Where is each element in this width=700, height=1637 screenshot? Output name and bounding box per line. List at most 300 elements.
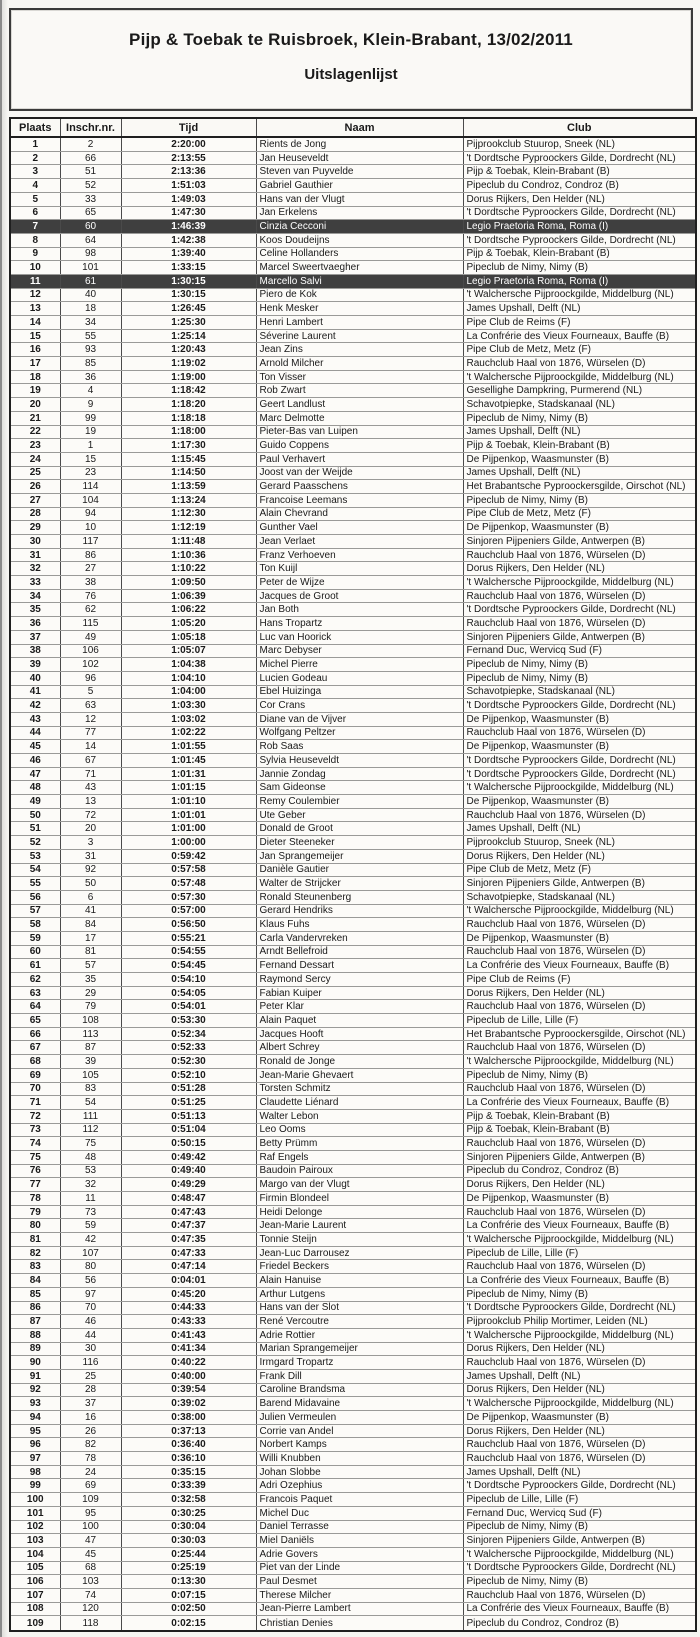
place-cell: 35 bbox=[10, 603, 60, 617]
table-row[interactable] bbox=[10, 863, 696, 877]
entry-number-cell: 54 bbox=[60, 1096, 121, 1110]
table-row[interactable] bbox=[10, 1109, 696, 1123]
name-cell: Remy Coulembier bbox=[256, 795, 463, 809]
name-cell: Arndt Bellefroid bbox=[256, 945, 463, 959]
name-cell: Cinzia Cecconi bbox=[256, 220, 463, 234]
name-cell: Tonnie Steijn bbox=[256, 1233, 463, 1247]
time-cell: 1:04:00 bbox=[121, 685, 256, 699]
table-row[interactable] bbox=[10, 357, 696, 371]
entry-number-cell: 49 bbox=[60, 630, 121, 644]
club-cell: Pijp & Toebak, Klein-Brabant (B) bbox=[463, 247, 696, 261]
table-row[interactable] bbox=[10, 1575, 696, 1589]
entry-number-cell: 120 bbox=[60, 1602, 121, 1616]
time-cell: 1:03:30 bbox=[121, 699, 256, 713]
table-row[interactable] bbox=[10, 233, 696, 247]
club-cell: 't Dordtsche Pyproockers Gilde, Dordrecht (NL) bbox=[463, 754, 696, 768]
table-row[interactable] bbox=[10, 466, 696, 480]
club-cell: De Pijpenkop, Waasmunster (B) bbox=[463, 452, 696, 466]
place-cell: 9 bbox=[10, 247, 60, 261]
table-row[interactable] bbox=[10, 1233, 696, 1247]
table-row[interactable] bbox=[10, 411, 696, 425]
club-cell: De Pijpenkop, Waasmunster (B) bbox=[463, 1192, 696, 1206]
entry-number-cell: 69 bbox=[60, 1479, 121, 1493]
entry-number-cell: 71 bbox=[60, 767, 121, 781]
entry-number-cell: 101 bbox=[60, 261, 121, 275]
table-row[interactable] bbox=[10, 644, 696, 658]
table-row[interactable] bbox=[10, 1479, 696, 1493]
table-row[interactable] bbox=[10, 1520, 696, 1534]
club-cell: Sinjoren Pijpeniers Gilde, Antwerpen (B) bbox=[463, 1150, 696, 1164]
table-row[interactable] bbox=[10, 589, 696, 603]
table-row[interactable] bbox=[10, 1561, 696, 1575]
table-row[interactable] bbox=[10, 630, 696, 644]
table-row[interactable] bbox=[10, 1588, 696, 1602]
time-cell: 0:57:00 bbox=[121, 904, 256, 918]
place-cell: 47 bbox=[10, 767, 60, 781]
table-row[interactable] bbox=[10, 288, 696, 302]
entry-number-cell: 23 bbox=[60, 466, 121, 480]
entry-number-cell: 25 bbox=[60, 1369, 121, 1383]
club-cell: Pipe Club de Reims (F) bbox=[463, 316, 696, 330]
time-cell: 0:13:30 bbox=[121, 1575, 256, 1589]
time-cell: 1:20:43 bbox=[121, 343, 256, 357]
time-cell: 0:57:58 bbox=[121, 863, 256, 877]
table-row[interactable] bbox=[10, 1616, 696, 1631]
club-cell: La Confrérie des Vieux Fourneaux, Bauffe (B) bbox=[463, 1274, 696, 1288]
table-row[interactable] bbox=[10, 685, 696, 699]
time-cell: 0:36:40 bbox=[121, 1438, 256, 1452]
name-cell: Séverine Laurent bbox=[256, 329, 463, 343]
club-cell: De Pijpenkop, Waasmunster (B) bbox=[463, 712, 696, 726]
table-row[interactable] bbox=[10, 1534, 696, 1548]
place-cell: 61 bbox=[10, 959, 60, 973]
table-row[interactable] bbox=[10, 452, 696, 466]
club-cell: 't Walchersche Pijproockgilde, Middelburg (NL) bbox=[463, 576, 696, 590]
name-cell: Piet van der Linde bbox=[256, 1561, 463, 1575]
time-cell: 1:25:30 bbox=[121, 316, 256, 330]
time-cell: 1:01:01 bbox=[121, 808, 256, 822]
time-cell: 1:19:02 bbox=[121, 357, 256, 371]
table-row[interactable] bbox=[10, 493, 696, 507]
table-row[interactable] bbox=[10, 617, 696, 631]
club-cell: Legio Praetoria Roma, Roma (I) bbox=[463, 274, 696, 288]
name-cell: Jannie Zondag bbox=[256, 767, 463, 781]
time-cell: 1:05:20 bbox=[121, 617, 256, 631]
club-cell: Schavotpiepke, Stadskanaal (NL) bbox=[463, 398, 696, 412]
entry-number-cell: 79 bbox=[60, 1000, 121, 1014]
place-cell: 22 bbox=[10, 425, 60, 439]
club-cell: Pijprookclub Philip Mortimer, Leiden (NL) bbox=[463, 1315, 696, 1329]
table-row[interactable] bbox=[10, 1219, 696, 1233]
table-row[interactable] bbox=[10, 261, 696, 275]
club-cell: De Pijpenkop, Waasmunster (B) bbox=[463, 740, 696, 754]
table-row[interactable] bbox=[10, 247, 696, 261]
entry-number-cell: 52 bbox=[60, 179, 121, 193]
table-row[interactable] bbox=[10, 370, 696, 384]
club-cell: Pipeclub de Lille, Lille (F) bbox=[463, 1493, 696, 1507]
table-row[interactable] bbox=[10, 1096, 696, 1110]
time-cell: 1:05:18 bbox=[121, 630, 256, 644]
table-row[interactable] bbox=[10, 781, 696, 795]
name-cell: Norbert Kamps bbox=[256, 1438, 463, 1452]
table-row[interactable] bbox=[10, 1438, 696, 1452]
time-cell: 0:41:43 bbox=[121, 1328, 256, 1342]
table-row[interactable] bbox=[10, 548, 696, 562]
place-cell: 94 bbox=[10, 1411, 60, 1425]
place-cell: 41 bbox=[10, 685, 60, 699]
table-row[interactable] bbox=[10, 137, 696, 151]
table-row[interactable] bbox=[10, 1274, 696, 1288]
club-cell: 't Dordtsche Pyproockers Gilde, Dordrecht (NL) bbox=[463, 233, 696, 247]
table-row[interactable] bbox=[10, 658, 696, 672]
name-cell: Jean-Luc Darrousez bbox=[256, 1246, 463, 1260]
name-cell: Gerard Paasschens bbox=[256, 480, 463, 494]
table-row[interactable] bbox=[10, 1205, 696, 1219]
club-cell: De Pijpenkop, Waasmunster (B) bbox=[463, 931, 696, 945]
name-cell: Michel Duc bbox=[256, 1506, 463, 1520]
club-cell: Pipeclub du Condroz, Condroz (B) bbox=[463, 1164, 696, 1178]
table-row[interactable] bbox=[10, 576, 696, 590]
table-row[interactable] bbox=[10, 959, 696, 973]
club-cell: James Upshall, Delft (NL) bbox=[463, 466, 696, 480]
table-row[interactable] bbox=[10, 945, 696, 959]
table-row[interactable] bbox=[10, 507, 696, 521]
table-row[interactable] bbox=[10, 425, 696, 439]
entry-number-cell: 77 bbox=[60, 726, 121, 740]
place-cell: 48 bbox=[10, 781, 60, 795]
name-cell: Paul Desmet bbox=[256, 1575, 463, 1589]
club-cell: 't Dordtsche Pyproockers Gilde, Dordrecht (NL) bbox=[463, 699, 696, 713]
table-row[interactable] bbox=[10, 1000, 696, 1014]
table-row[interactable] bbox=[10, 179, 696, 193]
name-cell: Corrie van Andel bbox=[256, 1424, 463, 1438]
entry-number-cell: 4 bbox=[60, 384, 121, 398]
table-row[interactable] bbox=[10, 836, 696, 850]
table-row[interactable] bbox=[10, 1383, 696, 1397]
table-row[interactable] bbox=[10, 220, 696, 234]
table-row[interactable] bbox=[10, 1287, 696, 1301]
name-cell: Sam Gideonse bbox=[256, 781, 463, 795]
table-row[interactable] bbox=[10, 1260, 696, 1274]
table-row[interactable] bbox=[10, 1150, 696, 1164]
entry-number-cell: 97 bbox=[60, 1287, 121, 1301]
club-cell: Pijp & Toebak, Klein-Brabant (B) bbox=[463, 439, 696, 453]
name-cell: Irmgard Tropartz bbox=[256, 1356, 463, 1370]
place-cell: 27 bbox=[10, 493, 60, 507]
table-row[interactable] bbox=[10, 726, 696, 740]
name-cell: Piero de Kok bbox=[256, 288, 463, 302]
club-cell: Rauchclub Haal von 1876, Würselen (D) bbox=[463, 1205, 696, 1219]
time-cell: 0:38:00 bbox=[121, 1411, 256, 1425]
entry-number-cell: 74 bbox=[60, 1588, 121, 1602]
name-cell: Caroline Brandsma bbox=[256, 1383, 463, 1397]
place-cell: 1 bbox=[10, 137, 60, 151]
club-cell: 't Dordtsche Pyproockers Gilde, Dordrecht (NL) bbox=[463, 151, 696, 165]
name-cell: Jan Both bbox=[256, 603, 463, 617]
table-row[interactable] bbox=[10, 1178, 696, 1192]
entry-number-cell: 72 bbox=[60, 808, 121, 822]
table-row[interactable] bbox=[10, 562, 696, 576]
time-cell: 1:11:48 bbox=[121, 535, 256, 549]
place-cell: 63 bbox=[10, 986, 60, 1000]
table-row[interactable] bbox=[10, 1493, 696, 1507]
table-row[interactable] bbox=[10, 1315, 696, 1329]
entry-number-cell: 18 bbox=[60, 302, 121, 316]
table-row[interactable] bbox=[10, 439, 696, 453]
table-row[interactable] bbox=[10, 1369, 696, 1383]
time-cell: 1:12:19 bbox=[121, 521, 256, 535]
table-row[interactable] bbox=[10, 603, 696, 617]
place-cell: 72 bbox=[10, 1109, 60, 1123]
table-row[interactable] bbox=[10, 986, 696, 1000]
table-row[interactable] bbox=[10, 877, 696, 891]
name-cell: Jean Zins bbox=[256, 343, 463, 357]
name-cell: Guido Coppens bbox=[256, 439, 463, 453]
table-row[interactable] bbox=[10, 1301, 696, 1315]
entry-number-cell: 33 bbox=[60, 192, 121, 206]
name-cell: Marc Delmotte bbox=[256, 411, 463, 425]
name-cell: Betty Prümm bbox=[256, 1137, 463, 1151]
club-cell: La Confrérie des Vieux Fourneaux, Bauffe (B) bbox=[463, 959, 696, 973]
name-cell: Joost van der Weijde bbox=[256, 466, 463, 480]
entry-number-cell: 65 bbox=[60, 206, 121, 220]
place-cell: 33 bbox=[10, 576, 60, 590]
place-cell: 103 bbox=[10, 1534, 60, 1548]
table-row[interactable] bbox=[10, 384, 696, 398]
entry-number-cell: 56 bbox=[60, 1274, 121, 1288]
header-place: Plaats bbox=[10, 118, 60, 137]
name-cell: Ute Geber bbox=[256, 808, 463, 822]
table-row[interactable] bbox=[10, 206, 696, 220]
table-row[interactable] bbox=[10, 151, 696, 165]
table-row[interactable] bbox=[10, 918, 696, 932]
table-row[interactable] bbox=[10, 316, 696, 330]
entry-number-cell: 47 bbox=[60, 1534, 121, 1548]
entry-number-cell: 1 bbox=[60, 439, 121, 453]
club-cell: 't Dordtsche Pyproockers Gilde, Dordrecht (NL) bbox=[463, 1479, 696, 1493]
place-cell: 108 bbox=[10, 1602, 60, 1616]
club-cell: 't Walchersche Pijproockgilde, Middelburg (NL) bbox=[463, 1328, 696, 1342]
time-cell: 0:48:47 bbox=[121, 1192, 256, 1206]
time-cell: 1:46:39 bbox=[121, 220, 256, 234]
entry-number-cell: 87 bbox=[60, 1041, 121, 1055]
table-row[interactable] bbox=[10, 849, 696, 863]
entry-number-cell: 76 bbox=[60, 589, 121, 603]
name-cell: Frank Dill bbox=[256, 1369, 463, 1383]
table-row[interactable] bbox=[10, 398, 696, 412]
place-cell: 82 bbox=[10, 1246, 60, 1260]
time-cell: 0:47:37 bbox=[121, 1219, 256, 1233]
club-cell: Legio Praetoria Roma, Roma (I) bbox=[463, 220, 696, 234]
name-cell: Alain Chevrand bbox=[256, 507, 463, 521]
place-cell: 51 bbox=[10, 822, 60, 836]
place-cell: 93 bbox=[10, 1397, 60, 1411]
table-row[interactable] bbox=[10, 699, 696, 713]
entry-number-cell: 2 bbox=[60, 137, 121, 151]
place-cell: 25 bbox=[10, 466, 60, 480]
time-cell: 1:01:10 bbox=[121, 795, 256, 809]
place-cell: 74 bbox=[10, 1137, 60, 1151]
table-row[interactable] bbox=[10, 890, 696, 904]
table-row[interactable] bbox=[10, 740, 696, 754]
place-cell: 39 bbox=[10, 658, 60, 672]
place-cell: 66 bbox=[10, 1027, 60, 1041]
time-cell: 0:47:14 bbox=[121, 1260, 256, 1274]
time-cell: 0:40:00 bbox=[121, 1369, 256, 1383]
table-row[interactable] bbox=[10, 712, 696, 726]
table-row[interactable] bbox=[10, 343, 696, 357]
place-cell: 55 bbox=[10, 877, 60, 891]
page-subtitle: Uitslagenlijst bbox=[304, 66, 398, 83]
time-cell: 0:49:42 bbox=[121, 1150, 256, 1164]
name-cell: Alain Paquet bbox=[256, 1014, 463, 1028]
entry-number-cell: 75 bbox=[60, 1137, 121, 1151]
name-cell: Johan Slobbe bbox=[256, 1465, 463, 1479]
name-cell: Firmin Blondeel bbox=[256, 1192, 463, 1206]
time-cell: 1:18:20 bbox=[121, 398, 256, 412]
table-row[interactable] bbox=[10, 1411, 696, 1425]
entry-number-cell: 59 bbox=[60, 1219, 121, 1233]
table-row[interactable] bbox=[10, 671, 696, 685]
table-row[interactable] bbox=[10, 274, 696, 288]
time-cell: 1:01:15 bbox=[121, 781, 256, 795]
place-cell: 59 bbox=[10, 931, 60, 945]
entry-number-cell: 38 bbox=[60, 576, 121, 590]
name-cell: Ton Visser bbox=[256, 370, 463, 384]
table-row[interactable] bbox=[10, 165, 696, 179]
club-cell: Pipe Club de Metz, Metz (F) bbox=[463, 507, 696, 521]
table-row[interactable] bbox=[10, 1192, 696, 1206]
table-row[interactable] bbox=[10, 1547, 696, 1561]
time-cell: 1:15:45 bbox=[121, 452, 256, 466]
table-row[interactable] bbox=[10, 1506, 696, 1520]
club-cell: Pijprookclub Stuurop, Sneek (NL) bbox=[463, 137, 696, 151]
place-cell: 68 bbox=[10, 1055, 60, 1069]
table-row[interactable] bbox=[10, 1123, 696, 1137]
table-row[interactable] bbox=[10, 1055, 696, 1069]
time-cell: 0:39:02 bbox=[121, 1397, 256, 1411]
entry-number-cell: 109 bbox=[60, 1493, 121, 1507]
club-cell: Pijprookclub Stuurop, Sneek (NL) bbox=[463, 836, 696, 850]
table-row[interactable] bbox=[10, 931, 696, 945]
club-cell: James Upshall, Delft (NL) bbox=[463, 302, 696, 316]
entry-number-cell: 93 bbox=[60, 343, 121, 357]
time-cell: 1:09:50 bbox=[121, 576, 256, 590]
header-time: Tijd bbox=[121, 118, 256, 137]
time-cell: 2:13:55 bbox=[121, 151, 256, 165]
name-cell: Danièle Gautier bbox=[256, 863, 463, 877]
table-row[interactable] bbox=[10, 1027, 696, 1041]
club-cell: Sinjoren Pijpeniers Gilde, Antwerpen (B) bbox=[463, 630, 696, 644]
time-cell: 0:43:33 bbox=[121, 1315, 256, 1329]
table-row[interactable] bbox=[10, 1137, 696, 1151]
table-row[interactable] bbox=[10, 192, 696, 206]
table-row[interactable] bbox=[10, 1602, 696, 1616]
time-cell: 0:47:35 bbox=[121, 1233, 256, 1247]
place-cell: 83 bbox=[10, 1260, 60, 1274]
name-cell: Rob Zwart bbox=[256, 384, 463, 398]
time-cell: 0:51:25 bbox=[121, 1096, 256, 1110]
place-cell: 37 bbox=[10, 630, 60, 644]
place-cell: 97 bbox=[10, 1452, 60, 1466]
table-row[interactable] bbox=[10, 904, 696, 918]
table-row[interactable] bbox=[10, 1424, 696, 1438]
place-cell: 11 bbox=[10, 274, 60, 288]
name-cell: Ton Kuijl bbox=[256, 562, 463, 576]
club-cell: Rauchclub Haal von 1876, Würselen (D) bbox=[463, 1137, 696, 1151]
table-row[interactable] bbox=[10, 1068, 696, 1082]
table-row[interactable] bbox=[10, 521, 696, 535]
club-cell: James Upshall, Delft (NL) bbox=[463, 425, 696, 439]
place-cell: 14 bbox=[10, 316, 60, 330]
table-row[interactable] bbox=[10, 822, 696, 836]
time-cell: 1:42:38 bbox=[121, 233, 256, 247]
table-row[interactable] bbox=[10, 767, 696, 781]
table-row[interactable] bbox=[10, 808, 696, 822]
name-cell: Marc Debyser bbox=[256, 644, 463, 658]
results-table-header bbox=[10, 118, 696, 137]
table-row[interactable] bbox=[10, 1328, 696, 1342]
table-row[interactable] bbox=[10, 754, 696, 768]
club-cell: 't Walchersche Pijproockgilde, Middelburg (NL) bbox=[463, 288, 696, 302]
club-cell: Dorus Rijkers, Den Helder (NL) bbox=[463, 986, 696, 1000]
time-cell: 1:12:30 bbox=[121, 507, 256, 521]
table-row[interactable] bbox=[10, 1014, 696, 1028]
entry-number-cell: 31 bbox=[60, 849, 121, 863]
table-row[interactable] bbox=[10, 1465, 696, 1479]
table-row[interactable] bbox=[10, 1397, 696, 1411]
entry-number-cell: 50 bbox=[60, 877, 121, 891]
club-cell: Fernand Duc, Wervicq Sud (F) bbox=[463, 1506, 696, 1520]
name-cell: Rob Saas bbox=[256, 740, 463, 754]
place-cell: 13 bbox=[10, 302, 60, 316]
place-cell: 28 bbox=[10, 507, 60, 521]
table-row[interactable] bbox=[10, 1164, 696, 1178]
name-cell: Carla Vandervreken bbox=[256, 931, 463, 945]
place-cell: 75 bbox=[10, 1150, 60, 1164]
club-cell: Schavotpiepke, Stadskanaal (NL) bbox=[463, 890, 696, 904]
table-row[interactable] bbox=[10, 302, 696, 316]
club-cell: Rauchclub Haal von 1876, Würselen (D) bbox=[463, 589, 696, 603]
entry-number-cell: 6 bbox=[60, 890, 121, 904]
name-cell: Adri Ozephius bbox=[256, 1479, 463, 1493]
table-row[interactable] bbox=[10, 329, 696, 343]
place-cell: 52 bbox=[10, 836, 60, 850]
club-cell: Pijp & Toebak, Klein-Brabant (B) bbox=[463, 1123, 696, 1137]
table-row[interactable] bbox=[10, 1452, 696, 1466]
table-row[interactable] bbox=[10, 480, 696, 494]
table-row[interactable] bbox=[10, 1342, 696, 1356]
entry-number-cell: 19 bbox=[60, 425, 121, 439]
table-row[interactable] bbox=[10, 1356, 696, 1370]
name-cell: Walter Lebon bbox=[256, 1109, 463, 1123]
table-row[interactable] bbox=[10, 1041, 696, 1055]
club-cell: Pijp & Toebak, Klein-Brabant (B) bbox=[463, 165, 696, 179]
table-row[interactable] bbox=[10, 535, 696, 549]
entry-number-cell: 67 bbox=[60, 754, 121, 768]
name-cell: Peter Klar bbox=[256, 1000, 463, 1014]
table-row[interactable] bbox=[10, 1246, 696, 1260]
table-row[interactable] bbox=[10, 795, 696, 809]
name-cell: Claudette Liénard bbox=[256, 1096, 463, 1110]
club-cell: Dorus Rijkers, Den Helder (NL) bbox=[463, 1424, 696, 1438]
table-row[interactable] bbox=[10, 973, 696, 987]
table-row[interactable] bbox=[10, 1082, 696, 1096]
name-cell: Jan Heuseveldt bbox=[256, 151, 463, 165]
club-cell: 't Dordtsche Pyproockers Gilde, Dordrecht (NL) bbox=[463, 1561, 696, 1575]
time-cell: 1:06:22 bbox=[121, 603, 256, 617]
time-cell: 1:04:10 bbox=[121, 671, 256, 685]
